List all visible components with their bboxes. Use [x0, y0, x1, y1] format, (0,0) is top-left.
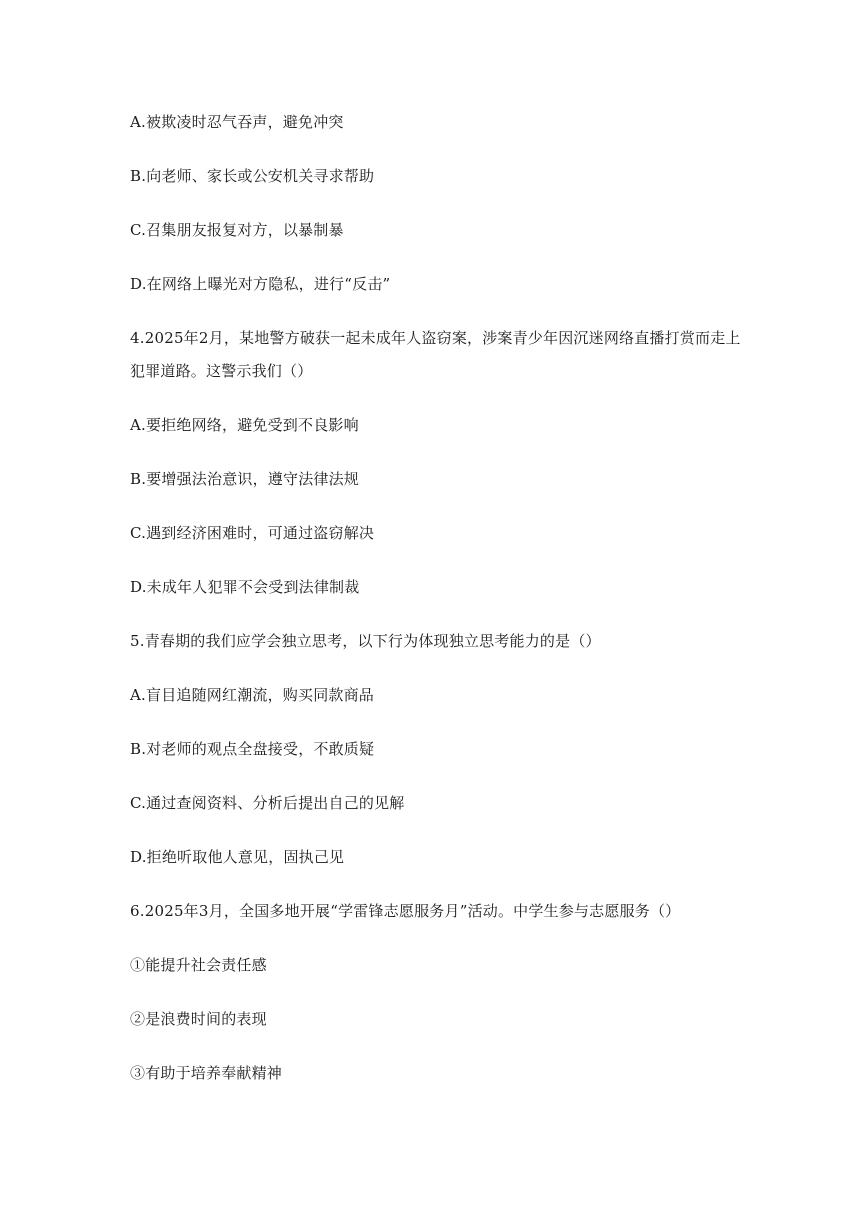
q5-option-a: A.盲目追随网红潮流，购买同款商品 — [130, 686, 375, 704]
q6-stem: 6.2025年3月，全国多地开展“学雷锋志愿服务月”活动。中学生参与志愿服务（） — [130, 902, 681, 920]
q3-option-c: C.召集朋友报复对方，以暴制暴 — [130, 221, 344, 239]
q5-option-b: B.对老师的观点全盘接受，不敢质疑 — [130, 740, 375, 758]
q4-stem-line2: 犯罪道路。这警示我们（） — [130, 362, 313, 380]
q3-option-b: B.向老师、家长或公安机关寻求帮助 — [130, 167, 375, 185]
q5-option-d: D.拒绝听取他人意见，固执己见 — [130, 848, 345, 866]
q6-statement-3: ③有助于培养奉献精神 — [130, 1064, 283, 1082]
q6-statement-1: ①能提升社会责任感 — [130, 956, 267, 974]
q4-stem-line1: 4.2025年2月，某地警方破获一起未成年人盗窃案，涉案青少年因沉迷网络直播打赏而走上 — [130, 329, 741, 347]
q3-option-d: D.在网络上曝光对方隐私，进行“反击” — [130, 275, 391, 293]
q5-option-c: C.通过查阅资料、分析后提出自己的见解 — [130, 794, 405, 812]
q4-option-a: A.要拒绝网络，避免受到不良影响 — [130, 416, 359, 434]
q3-option-a: A.被欺凌时忍气吞声，避免冲突 — [130, 113, 344, 131]
q6-statement-2: ②是浪费时间的表现 — [130, 1010, 267, 1028]
q4-option-d: D.未成年人犯罪不会受到法律制裁 — [130, 578, 360, 596]
q4-option-c: C.遇到经济困难时，可通过盗窃解决 — [130, 524, 375, 542]
q4-option-b: B.要增强法治意识，遵守法律法规 — [130, 470, 359, 488]
q5-stem: 5.青春期的我们应学会独立思考，以下行为体现独立思考能力的是（） — [130, 632, 601, 650]
